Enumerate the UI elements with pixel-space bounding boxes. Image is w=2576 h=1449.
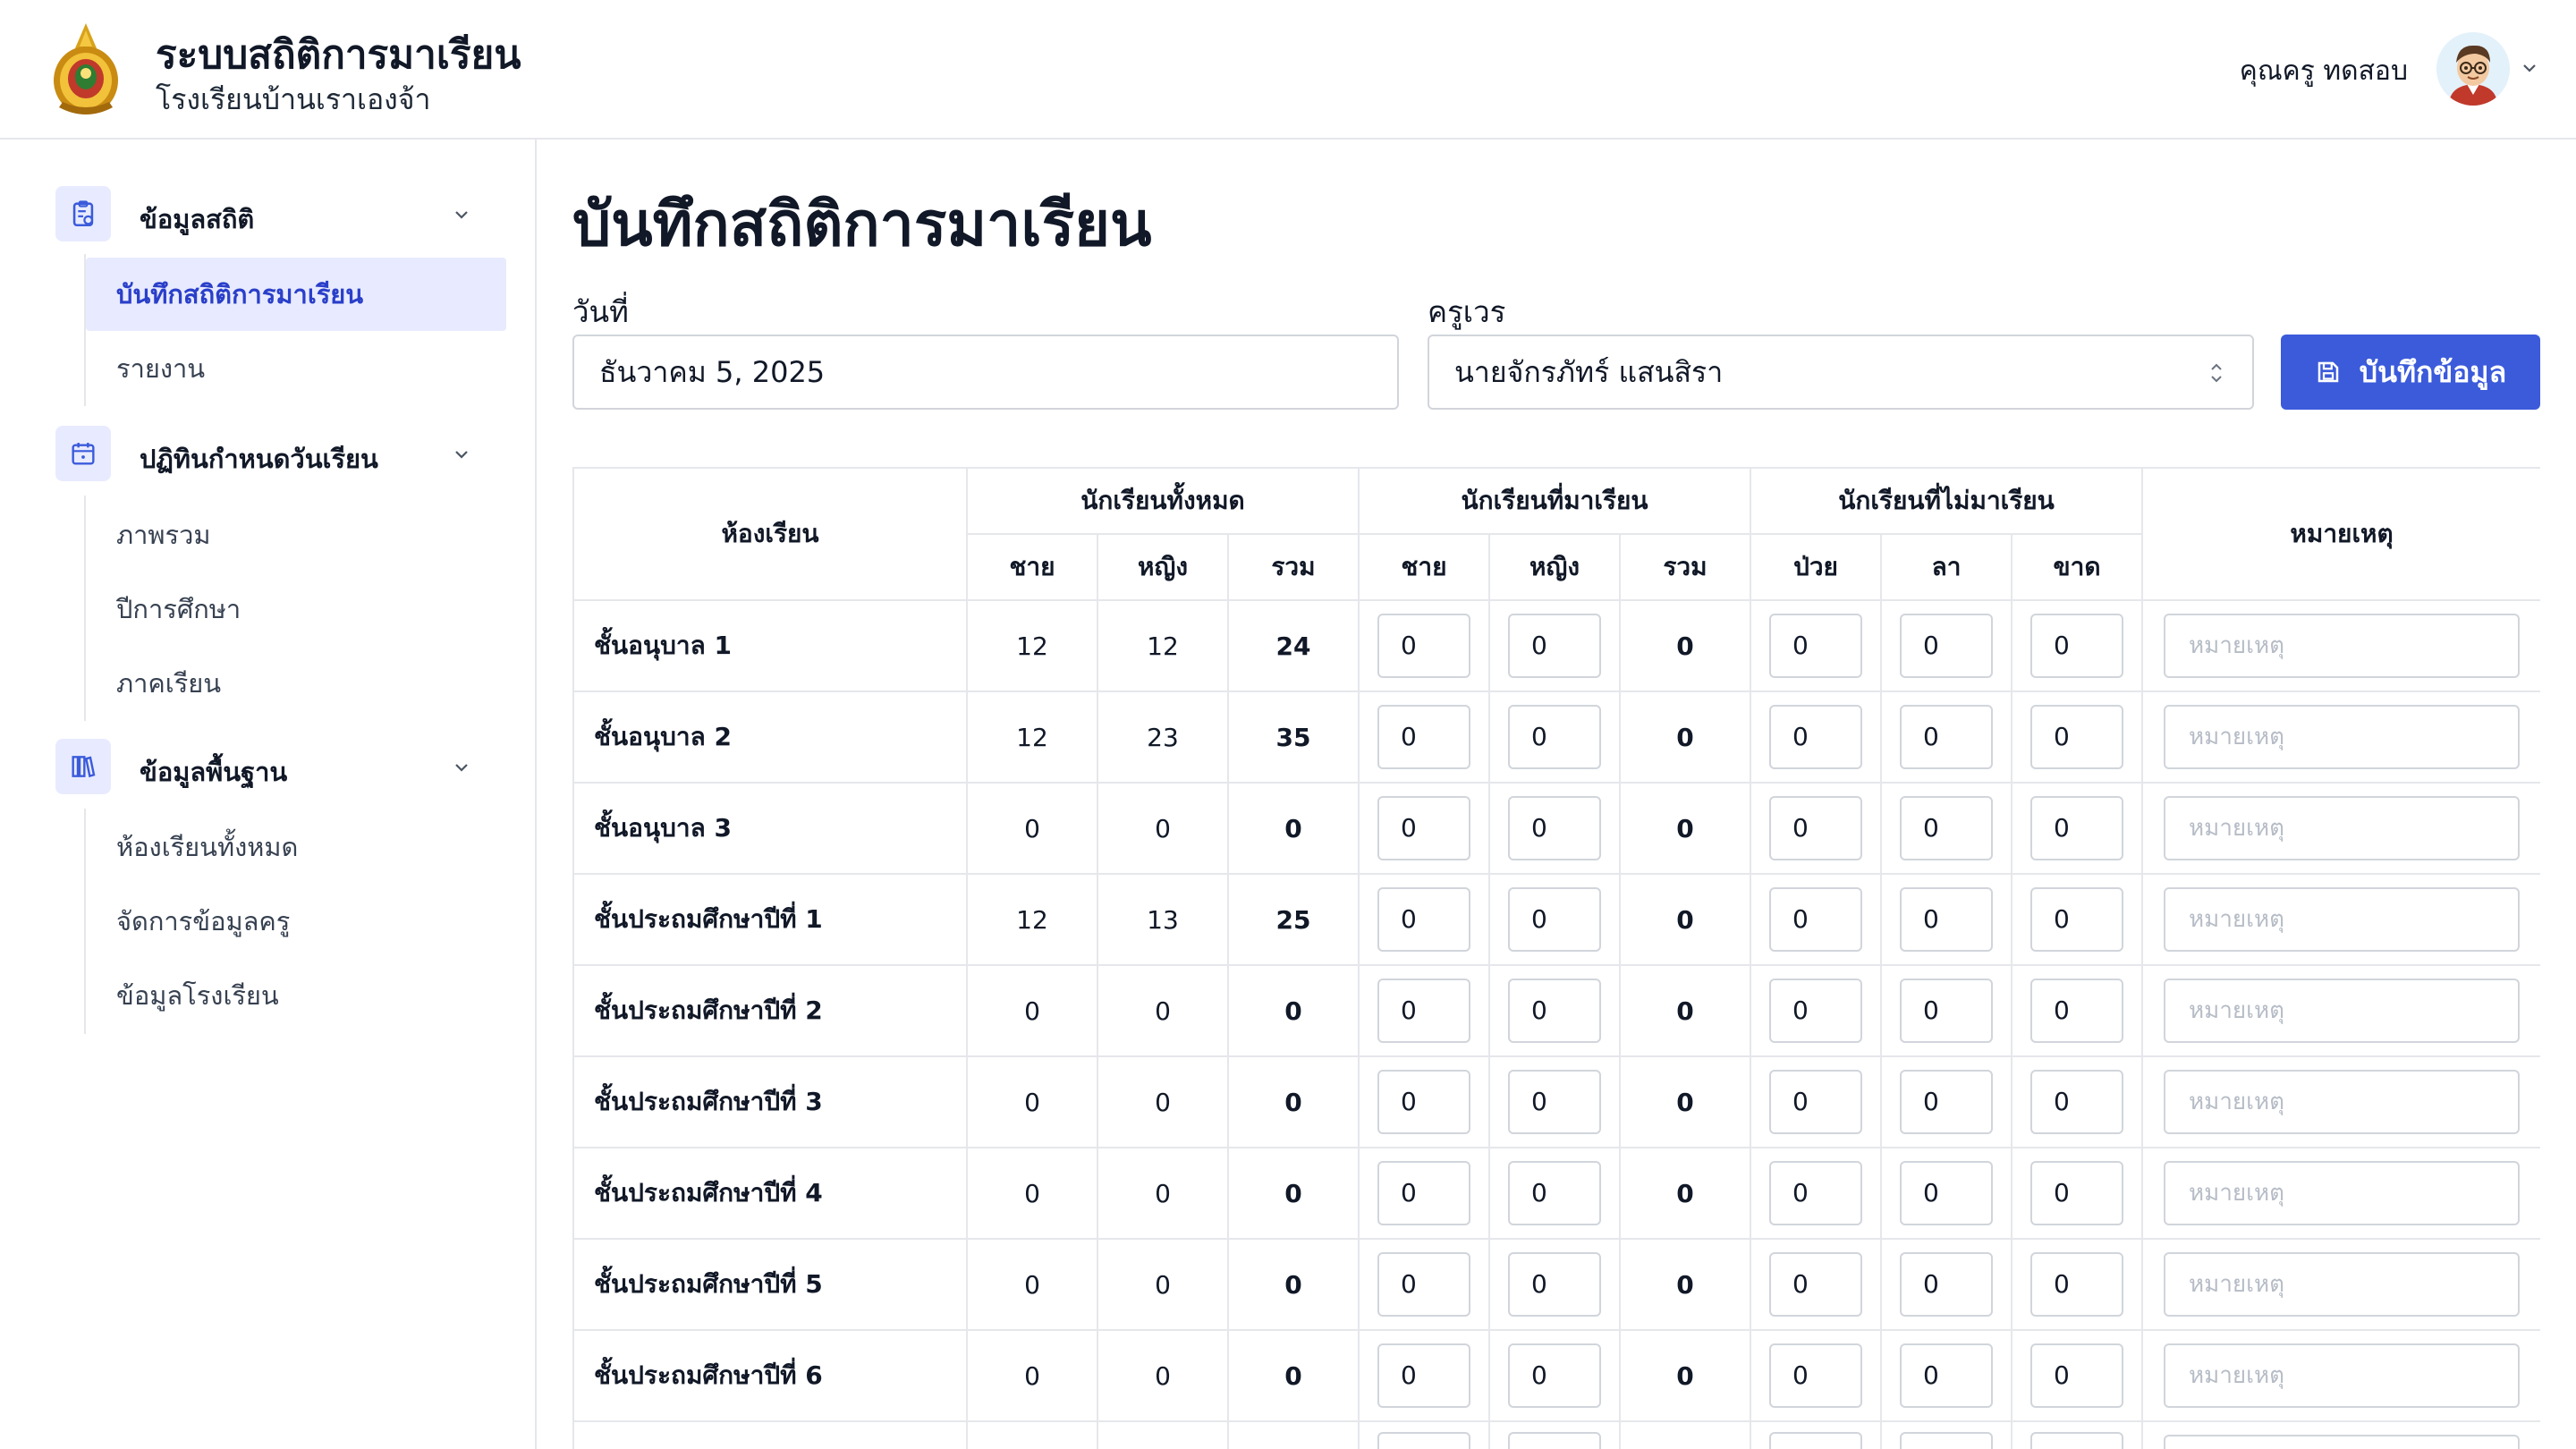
total-sum-count: 0 [1228, 965, 1359, 1056]
sidebar-group-base-data[interactable] [55, 739, 476, 798]
absent-input[interactable]: 0 [2030, 1252, 2123, 1317]
present-sum-count [1620, 1421, 1750, 1449]
save-button-label: บันทึกข้อมูล [2359, 354, 2507, 389]
present-female-input[interactable] [1508, 1432, 1601, 1449]
total-female-count: 0 [1097, 1239, 1228, 1330]
present-female-input[interactable]: 0 [1508, 887, 1601, 952]
present-male-input[interactable] [1377, 1432, 1470, 1449]
total-sum-count: 0 [1228, 1239, 1359, 1330]
classroom-name: ชั้นประถมศึกษาปีที่ 5 [573, 1239, 967, 1330]
classroom-name: ชั้นอนุบาล 1 [573, 600, 967, 691]
present-female-input[interactable]: 0 [1508, 1161, 1601, 1225]
column-header-total-male: ชาย [967, 534, 1097, 600]
present-sum-count: 0 [1620, 1056, 1750, 1148]
present-female-input[interactable]: 0 [1508, 796, 1601, 860]
total-male-count: 12 [967, 874, 1097, 965]
total-female-count: 0 [1097, 783, 1228, 874]
note-input[interactable] [2164, 796, 2520, 860]
present-male-input[interactable]: 0 [1377, 979, 1470, 1043]
note-input[interactable] [2164, 1252, 2520, 1317]
total-female-count: 0 [1097, 1056, 1228, 1148]
present-male-input[interactable]: 0 [1377, 705, 1470, 769]
leave-input[interactable]: 0 [1900, 796, 1993, 860]
present-female-input[interactable]: 0 [1508, 1343, 1601, 1408]
avatar[interactable] [2436, 32, 2510, 106]
table-row [573, 783, 2540, 874]
sick-input[interactable]: 0 [1769, 614, 1862, 678]
absent-input[interactable]: 0 [2030, 705, 2123, 769]
total-sum-count: 0 [1228, 1056, 1359, 1148]
classroom-name: ชั้นอนุบาล 2 [573, 691, 967, 783]
total-male-count: 0 [967, 783, 1097, 874]
note-input[interactable] [2164, 614, 2520, 678]
duty-teacher-value: นายจักรภัทร์ แสนสิรา [1454, 355, 1724, 389]
present-sum-count: 0 [1620, 783, 1750, 874]
teacher-avatar-icon [2436, 32, 2510, 106]
date-label: วันที่ [572, 294, 629, 329]
total-female-count [1097, 1421, 1228, 1449]
attendance-table-container [572, 467, 2540, 1449]
absent-input[interactable]: 0 [2030, 887, 2123, 952]
classroom-name: ชั้นประถมศึกษาปีที่ 4 [573, 1148, 967, 1239]
absent-input[interactable]: 0 [2030, 796, 2123, 860]
sidebar-group-statistics[interactable] [55, 186, 476, 245]
sidebar-item-all-classrooms[interactable]: ห้องเรียนทั้งหมด [116, 832, 299, 862]
total-sum-count: 35 [1228, 691, 1359, 783]
table-row [573, 1421, 2540, 1449]
total-male-count: 0 [967, 965, 1097, 1056]
table-row [573, 1239, 2540, 1330]
note-input[interactable] [2164, 979, 2520, 1043]
absent-input[interactable] [2030, 1432, 2123, 1449]
total-sum-count: 0 [1228, 1330, 1359, 1421]
leave-input[interactable] [1900, 1432, 1993, 1449]
total-female-count: 23 [1097, 691, 1228, 783]
present-sum-count: 0 [1620, 691, 1750, 783]
chevron-down-icon [451, 204, 472, 225]
present-male-input[interactable]: 0 [1377, 1161, 1470, 1225]
present-sum-count: 0 [1620, 874, 1750, 965]
total-male-count: 0 [967, 1239, 1097, 1330]
present-sum-count: 0 [1620, 600, 1750, 691]
total-female-count: 13 [1097, 874, 1228, 965]
table-row [573, 965, 2540, 1056]
absent-input[interactable]: 0 [2030, 979, 2123, 1043]
leave-input[interactable]: 0 [1900, 887, 1993, 952]
school-name: โรงเรียนบ้านเราเองจ้า [156, 82, 431, 116]
school-emblem-logo [50, 21, 122, 116]
select-arrows-icon [2207, 360, 2225, 386]
total-male-count: 0 [967, 1330, 1097, 1421]
leave-input[interactable]: 0 [1900, 979, 1993, 1043]
total-female-count: 12 [1097, 600, 1228, 691]
present-male-input[interactable]: 0 [1377, 614, 1470, 678]
present-sum-count: 0 [1620, 1330, 1750, 1421]
sidebar [0, 140, 537, 1449]
total-male-count: 12 [967, 691, 1097, 783]
attendance-table [572, 467, 2540, 1449]
note-input[interactable] [2164, 1161, 2520, 1225]
total-female-count: 0 [1097, 1330, 1228, 1421]
present-female-input[interactable]: 0 [1508, 705, 1601, 769]
column-header-absent: ขาด [2012, 534, 2142, 600]
leave-input[interactable]: 0 [1900, 705, 1993, 769]
note-input[interactable] [2164, 887, 2520, 952]
note-input[interactable] [2164, 1343, 2520, 1408]
column-header-total-female: หญิง [1097, 534, 1228, 600]
total-male-count [967, 1421, 1097, 1449]
present-male-input[interactable]: 0 [1377, 887, 1470, 952]
classroom-name: ชั้นประถมศึกษาปีที่ 3 [573, 1056, 967, 1148]
note-input[interactable] [2164, 1070, 2520, 1134]
duty-teacher-select[interactable] [1428, 335, 2254, 410]
present-male-input[interactable]: 0 [1377, 796, 1470, 860]
classroom-name: ชั้นประถมศึกษาปีที่ 2 [573, 965, 967, 1056]
chevron-down-icon [451, 757, 472, 778]
column-header-present-sum: รวม [1620, 534, 1750, 600]
total-sum-count [1228, 1421, 1359, 1449]
column-header-present-male: ชาย [1359, 534, 1489, 600]
sidebar-item-attendance-record[interactable]: บันทึกสถิติการมาเรียน [86, 258, 506, 331]
sidebar-item-report[interactable]: รายงาน [116, 353, 206, 384]
sick-input[interactable]: 0 [1769, 705, 1862, 769]
column-header-classroom: ห้องเรียน [573, 468, 967, 600]
date-field[interactable]: ธันวาคม 5, 2025 [572, 335, 1399, 410]
table-row [573, 1148, 2540, 1239]
top-header [0, 0, 2576, 140]
page-title: บันทึกสถิติการมาเรียน [572, 190, 1152, 260]
total-female-count: 0 [1097, 1148, 1228, 1239]
total-male-count: 12 [967, 600, 1097, 691]
present-male-input[interactable]: 0 [1377, 1252, 1470, 1317]
classroom-name: ชั้นอนุบาล 3 [573, 783, 967, 874]
sick-input[interactable]: 0 [1769, 979, 1862, 1043]
classroom-name: ชั้นประถมศึกษาปีที่ 1 [573, 874, 967, 965]
absent-input[interactable]: 0 [2030, 1161, 2123, 1225]
floppy-disk-icon [2315, 359, 2342, 386]
present-female-input[interactable]: 0 [1508, 1070, 1601, 1134]
total-female-count: 0 [1097, 965, 1228, 1056]
column-header-total-sum: รวม [1228, 534, 1359, 600]
sidebar-item-school-info[interactable]: ข้อมูลโรงเรียน [116, 980, 279, 1011]
table-row [573, 600, 2540, 691]
sick-input[interactable]: 0 [1769, 796, 1862, 860]
present-male-input[interactable]: 0 [1377, 1343, 1470, 1408]
column-header-sick: ป่วย [1750, 534, 1881, 600]
absent-input[interactable]: 0 [2030, 1070, 2123, 1134]
total-sum-count: 0 [1228, 783, 1359, 874]
note-input[interactable] [2164, 705, 2520, 769]
calendar-icon [55, 426, 111, 481]
absent-input[interactable]: 0 [2030, 1343, 2123, 1408]
column-group-total-students: นักเรียนทั้งหมด [967, 468, 1359, 534]
table-row [573, 874, 2540, 965]
sidebar-group-label: ข้อมูลพื้นฐาน [140, 757, 288, 787]
present-female-input[interactable]: 0 [1508, 614, 1601, 678]
sidebar-item-manage-teachers[interactable]: จัดการข้อมูลครู [116, 906, 291, 936]
total-male-count: 0 [967, 1148, 1097, 1239]
present-female-input[interactable]: 0 [1508, 979, 1601, 1043]
present-sum-count: 0 [1620, 1148, 1750, 1239]
table-row [573, 1330, 2540, 1421]
save-button[interactable] [2281, 335, 2540, 410]
sick-input[interactable]: 0 [1769, 1343, 1862, 1408]
sidebar-group-calendar[interactable] [55, 426, 476, 485]
total-sum-count: 25 [1228, 874, 1359, 965]
total-sum-count: 0 [1228, 1148, 1359, 1239]
sidebar-group-label: ข้อมูลสถิติ [140, 204, 255, 234]
absent-input[interactable]: 0 [2030, 614, 2123, 678]
total-male-count: 0 [967, 1056, 1097, 1148]
chevron-down-icon[interactable] [2519, 57, 2540, 79]
present-female-input[interactable]: 0 [1508, 1252, 1601, 1317]
chevron-down-icon [451, 444, 472, 465]
sick-input[interactable]: 0 [1769, 1252, 1862, 1317]
clipboard-icon [55, 186, 111, 242]
table-row [573, 691, 2540, 783]
library-icon [55, 739, 111, 794]
leave-input[interactable]: 0 [1900, 614, 1993, 678]
table-row [573, 1056, 2540, 1148]
sick-input[interactable]: 0 [1769, 1161, 1862, 1225]
column-group-present-students: นักเรียนที่มาเรียน [1359, 468, 1750, 534]
classroom-name: ชั้นประถมศึกษาปีที่ 6 [573, 1330, 967, 1421]
column-group-absent-students: นักเรียนที่ไม่มาเรียน [1750, 468, 2142, 534]
present-male-input[interactable]: 0 [1377, 1070, 1470, 1134]
sick-input[interactable]: 0 [1769, 1070, 1862, 1134]
present-sum-count: 0 [1620, 965, 1750, 1056]
sick-input[interactable]: 0 [1769, 887, 1862, 952]
leave-input[interactable]: 0 [1900, 1343, 1993, 1408]
sidebar-item-semester[interactable]: ภาคเรียน [116, 668, 222, 699]
duty-teacher-label: ครูเวร [1428, 294, 1506, 329]
leave-input[interactable]: 0 [1900, 1070, 1993, 1134]
present-sum-count: 0 [1620, 1239, 1750, 1330]
total-sum-count: 24 [1228, 600, 1359, 691]
sick-input[interactable] [1769, 1432, 1862, 1449]
column-header-note: หมายเหตุ [2142, 468, 2540, 600]
user-name[interactable]: คุณครู ทดสอบ [2239, 55, 2408, 87]
leave-input[interactable]: 0 [1900, 1161, 1993, 1225]
note-input[interactable] [2164, 1435, 2520, 1449]
column-header-leave: ลา [1881, 534, 2012, 600]
sidebar-group-label: ปฏิทินกำหนดวันเรียน [140, 444, 378, 474]
app-title: ระบบสถิติการมาเรียน [156, 32, 521, 78]
sidebar-item-academic-year[interactable]: ปีการศึกษา [116, 594, 242, 624]
column-header-present-female: หญิง [1489, 534, 1620, 600]
classroom-name [573, 1421, 967, 1449]
leave-input[interactable]: 0 [1900, 1252, 1993, 1317]
sidebar-item-overview[interactable]: ภาพรวม [116, 520, 211, 550]
